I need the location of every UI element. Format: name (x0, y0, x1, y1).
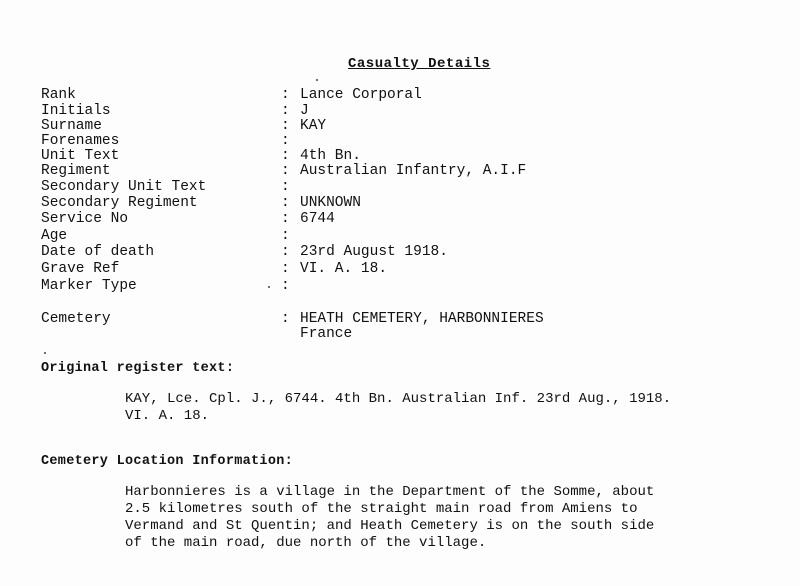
register-text (125, 391, 671, 425)
location-line: 2.5 kilometres south of the straight main road from Amiens to (125, 501, 638, 517)
field-label: Marker Type (41, 278, 137, 294)
scan-speck (44, 352, 46, 354)
field-label: Service No (41, 211, 129, 227)
field-label: Secondary Unit Text (41, 179, 207, 195)
cemetery-country: France (300, 326, 353, 342)
field-value: 4th Bn. (300, 148, 361, 164)
field-label: Secondary Regiment (41, 195, 198, 211)
scan-speck (316, 79, 318, 81)
location-line: Vermand and St Quentin; and Heath Cemetery is on the south side (125, 518, 655, 534)
field-colon: : (281, 195, 290, 211)
field-value: UNKNOWN (300, 195, 361, 211)
field-colon: : (281, 148, 290, 164)
field-colon: : (281, 87, 290, 103)
location-line: Harbonnieres is a village in the Department of the Somme, about (125, 484, 655, 500)
field-value: Australian Infantry, A.I.F (300, 163, 527, 179)
register-line: KAY, Lce. Cpl. J., 6744. 4th Bn. Australian Inf. 23rd Aug., 1918. (125, 391, 672, 407)
field-label: Unit Text (41, 148, 120, 164)
field-colon: : (281, 163, 290, 179)
field-colon: : (281, 228, 290, 244)
field-label: Cemetery (41, 311, 111, 327)
field-value: J (300, 103, 309, 119)
field-colon: : (281, 311, 290, 327)
field-label: Grave Ref (41, 261, 120, 277)
field-colon: : (281, 211, 290, 227)
field-colon: : (281, 179, 290, 195)
register-line: VI. A. 18. (125, 408, 210, 424)
field-label: Age (41, 228, 68, 244)
field-colon: : (281, 133, 290, 149)
field-value: Lance Corporal (300, 87, 422, 103)
field-label: Date of death (41, 244, 155, 260)
field-value: HEATH CEMETERY, HARBONNIERES (300, 311, 544, 327)
field-value: 6744 (300, 211, 335, 227)
field-colon: : (281, 278, 290, 294)
field-label: Rank (41, 87, 76, 103)
field-colon: : (281, 261, 290, 277)
field-label: Regiment (41, 163, 111, 179)
location-line: of the main road, due north of the village. (125, 535, 487, 551)
register-heading: Original register text: (41, 361, 235, 376)
field-label: Initials (41, 103, 111, 119)
field-label: Surname (41, 118, 102, 134)
location-text (125, 484, 654, 552)
page-title: Casualty Details (348, 56, 491, 72)
field-value: KAY (300, 118, 327, 134)
field-colon: : (281, 244, 290, 260)
field-label: Forenames (41, 133, 120, 149)
location-heading: Cemetery Location Information: (41, 454, 294, 469)
field-colon: : (281, 118, 290, 134)
field-colon: : (281, 103, 290, 119)
field-value: 23rd August 1918. (300, 244, 448, 260)
field-value: VI. A. 18. (300, 261, 388, 277)
scan-speck (268, 286, 270, 288)
